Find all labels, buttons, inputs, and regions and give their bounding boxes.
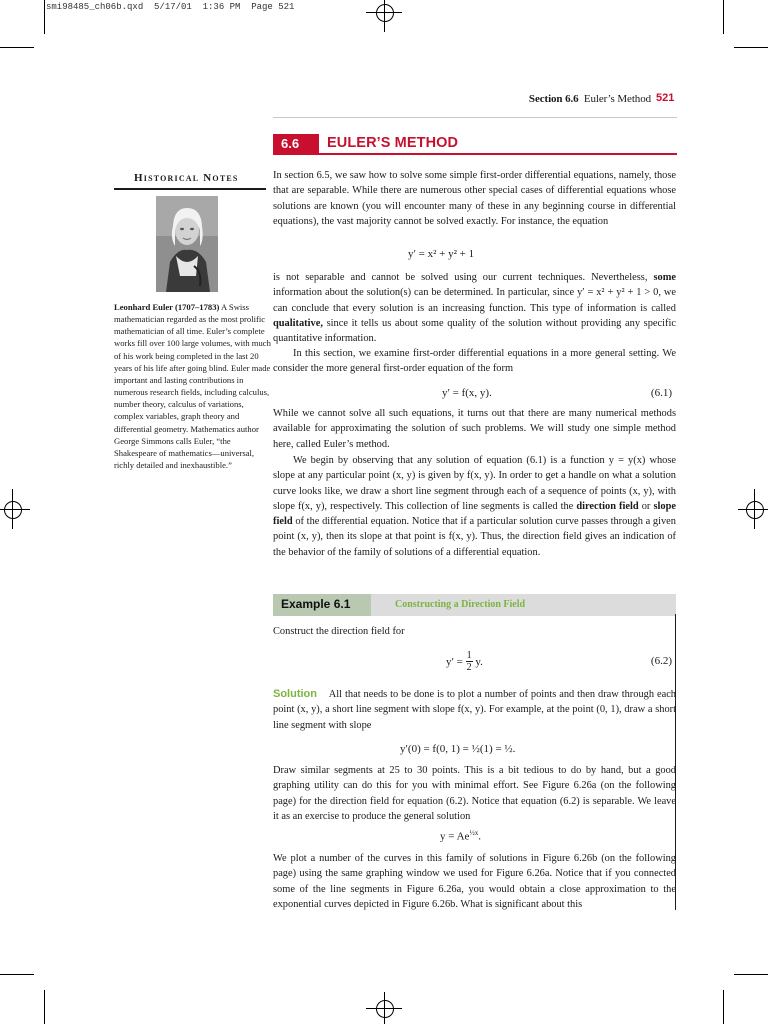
equation-6-2 [446,650,483,673]
euler-biography: A Swiss mathematician regarded as the most prolific mathematician of all time. Euler’s complete works fill over 100 large volumes, with much of his work being completed in the last 20 years of his life after going blind. Euler made important and lasting contributions in numerous research fields, including calculus, number theory, calculus of variations, complex variables, graph theory and differential geometry. Mathematics author George Simmons calls Euler, “the Shakespeare of mathematics—universal, richly detailed and inexhaustible.” [114,302,271,471]
text-span: or [641,500,651,512]
file-slug: smi98485_ch06b.qxd 5/17/01 1:36 PM Page 521 [46,2,295,12]
solution-paragraph-2: Draw similar segments at 25 to 30 points. This is a bit tedious to do by hand, but a good graphing utility can do this for you with minimal effort. See Figure 6.26a (on the following page) for the direction field for equation (6.2). Notice that equation (6.2) is separable. We leave it as an exercise to produce the general solution [273,765,676,822]
eq-rhs: y. [475,655,483,668]
historical-notes-rule [114,188,266,190]
paragraph-qualitative [273,270,676,346]
example-label: Example 6.1 [281,597,351,611]
solution-paragraph [273,687,676,733]
section-title: EULER’S METHOD [327,135,459,151]
solution-text: All that needs to be done is to plot a number of points and then draw through each point (x, y), a short line segment with slope f(x, y). For example, at the point (0, 1), draw a short line segment with slope [273,689,677,731]
fraction-half [466,650,473,673]
euler-name: Leonhard Euler (1707–1783) [114,302,220,312]
header-rule [273,117,677,118]
eq-exponent: ½x [469,829,479,837]
equation-example: y′ = x² + y² + 1 [408,248,475,260]
running-head-title: Euler’s Method [583,93,651,105]
term-qualitative: qualitative, [273,317,323,329]
paragraph-direction-field [273,453,676,560]
fraction-denominator: 2 [466,662,472,673]
paragraph-general-setting: In this section, we examine first-order differential equations in a more general setting. We consider the more general first-order equation of the form [273,348,676,375]
historical-notes-title: Historical Notes [134,172,239,184]
equation-number-6-1: (6.1) [650,387,672,399]
section-rule [273,153,677,155]
solution-paragraph-3: We plot a number of the curves in this family of solutions in Figure 6.26b (on the following page) using the same graphing window we used for Figure 6.26a. Notice that if you connected some of the line segments in Figure 6.26a, you would obtain a close approximation to the exponential curves depicted in Figure 6.26b. What is significant about this [273,853,676,910]
eq-lhs: y′ = [446,655,463,668]
text-span: since it tells us about some quality of the solution without providing any specific quantitative information. [273,317,676,345]
section-number: 6.6 [273,134,319,153]
paragraph-numerical-methods: While we cannot solve all such equations, it turns out that there are many numerical methods available for approximating the solution of such problems. We will study one simple method here, called Euler’s method. [273,408,676,450]
term-direction-field: direction field [576,500,639,512]
running-head [529,93,651,105]
euler-portrait [156,196,218,292]
equation-6-1: y′ = f(x, y). [442,387,492,399]
example-title: Constructing a Direction Field [395,599,526,610]
example-intro: Construct the direction field for [273,626,405,637]
equation-general-solution [440,829,481,843]
running-head-section: Section 6.6 [528,93,579,105]
fraction-numerator: 1 [466,650,472,661]
eq-end: . [478,830,481,843]
equation-number-6-2: (6.2) [650,655,672,667]
equation-slope-at-point: y′(0) = f(0, 1) = ½(1) = ½. [400,743,516,755]
solution-label: Solution [273,688,317,700]
paragraph-intro: In section 6.5, we saw how to solve some simple first-order differential equations, namely, those that are separable. While there are numerous other special cases of differential equations whose solutions are known (you will encounter many of these in any beginning course in differential equations), the vast majority cannot be solved exactly. For instance, the equation [273,170,676,227]
text-span: is not separable and cannot be solved using our current techniques. Nevertheless, [273,272,648,283]
term-slope-field: slope field [273,500,676,528]
term-some: some [653,272,676,283]
page-number: 521 [656,92,675,104]
historical-notes-body [114,301,274,471]
text-span: information about the solution(s) can be determined. In particular, since y′ = x² + y² + 1 > 0, we can conclude that every solution is an increasing function. This type of information is called [273,287,676,314]
text-span: We begin by observing that any solution of equation (6.1) is a function y = y(x) whose slope at any particular point (x, y) is given by f(x, y). In order to get a handle on what a solution curve looks like, we draw a short line segment through each of a sequence of points (x, y), with slope f(x, y), respectively. This collection of line segments is called the [273,455,676,512]
text-span: of the differential equation. Notice that if a particular solution curve passes through a given point (x, y), then its slope at that point is f(x, y). Thus, the direction field gives an indication of the behavior of the family of solutions of a differential equation. [273,516,676,558]
eq-base: y = Ae [440,830,470,843]
